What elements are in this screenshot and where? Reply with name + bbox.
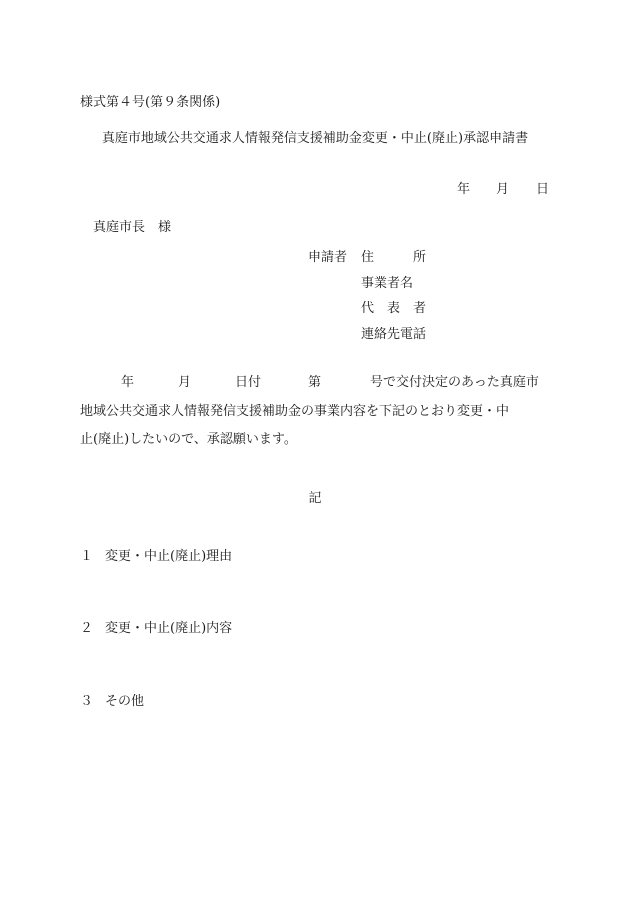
body-line3: 止(廃止)したいので、承認願います。 xyxy=(80,432,297,447)
form-number: 様式第４号(第９条関係) xyxy=(80,95,221,110)
item-number: ２ xyxy=(80,621,94,636)
applicant-representative-label: 代 表 者 xyxy=(361,301,427,316)
applicant-label: 申請者 xyxy=(308,250,348,265)
document-title: 真庭市地域公共交通求人情報発信支援補助金変更・中止(廃止)承認申請書 xyxy=(101,131,529,146)
body-date-suffix: 日付 xyxy=(235,375,262,390)
ki-heading: 記 xyxy=(308,491,322,506)
item-change-reason: 変更・中止(廃止)理由 xyxy=(105,549,233,564)
date-month: 月 xyxy=(496,182,510,197)
body-year: 年 xyxy=(121,375,135,390)
body-line2: 地域公共交通求人情報発信支援補助金の事業内容を下記のとおり変更・中 xyxy=(80,404,510,419)
date-year: 年 xyxy=(457,182,471,197)
date-day: 日 xyxy=(536,182,550,197)
addressee: 真庭市長 様 xyxy=(93,220,172,235)
item-number: ３ xyxy=(80,694,94,709)
body-number-prefix: 第 xyxy=(308,375,322,390)
applicant-phone-label: 連絡先電話 xyxy=(361,327,427,342)
applicant-address-label: 住 所 xyxy=(361,250,427,265)
body-line1-tail: 号で交付決定のあった真庭市 xyxy=(370,375,539,390)
body-month: 月 xyxy=(178,375,192,390)
item-number: １ xyxy=(80,549,94,564)
item-other: その他 xyxy=(105,694,145,709)
applicant-business-name-label: 事業者名 xyxy=(361,276,414,291)
item-change-content: 変更・中止(廃止)内容 xyxy=(105,621,233,636)
